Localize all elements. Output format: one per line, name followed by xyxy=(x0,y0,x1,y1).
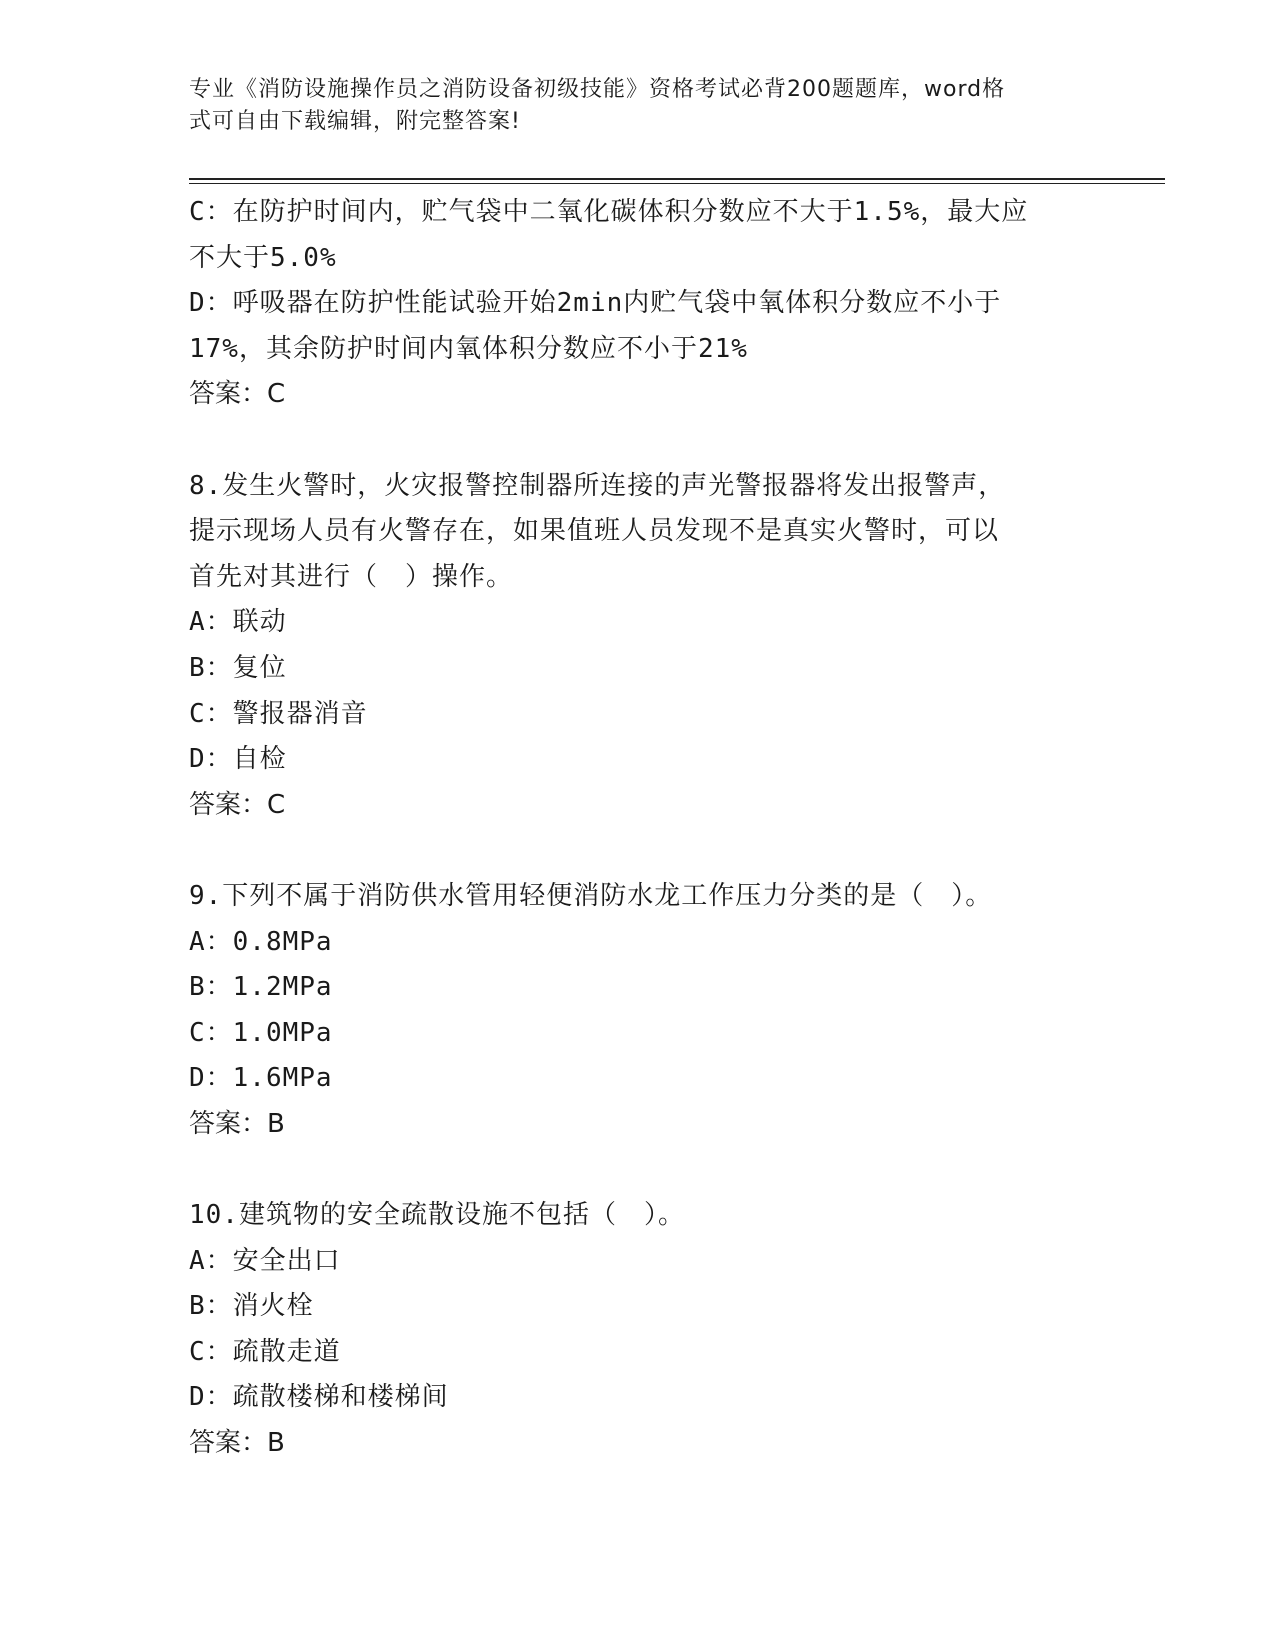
question-8 xyxy=(189,464,1089,829)
option-d: D：1.6MPa xyxy=(189,1063,333,1094)
answer-line: 答案：C xyxy=(189,379,286,410)
option-c: C：疏散走道 xyxy=(189,1336,341,1367)
option-c: C：1.0MPa xyxy=(189,1017,333,1048)
option-a: A：联动 xyxy=(189,607,287,638)
option-b: B：消火栓 xyxy=(189,1291,314,1322)
option-d-line-2: 17%，其余防护时间内氧体积分数应不小于21% xyxy=(189,333,748,364)
answer-line: 答案：C xyxy=(189,789,286,820)
header-divider-thin xyxy=(189,183,1165,184)
option-a: A：0.8MPa xyxy=(189,926,333,957)
question-stem-line-1: 8.发生火警时，火灾报警控制器所连接的声光警报器将发出报警声， xyxy=(189,470,1006,501)
question-content xyxy=(189,190,1089,1467)
spacer xyxy=(189,418,1089,464)
question-7-tail xyxy=(189,190,1089,418)
option-b: B：1.2MPa xyxy=(189,972,333,1003)
question-10 xyxy=(189,1193,1089,1467)
question-stem-line-1: 9.下列不属于消防供水管用轻便消防水龙工作压力分类的是（ ）。 xyxy=(189,880,993,911)
option-c-line-1: C：在防护时间内，贮气袋中二氧化碳体积分数应不大于1.5%，最大应 xyxy=(189,197,1029,227)
answer-line: 答案：B xyxy=(189,1428,285,1459)
question-stem-line-3: 首先对其进行（ ）操作。 xyxy=(189,561,514,592)
header-divider-thick xyxy=(189,178,1165,180)
option-c-line-2: 不大于5.0% xyxy=(189,242,337,273)
question-stem-line-1: 10.建筑物的安全疏散设施不包括（ ）。 xyxy=(189,1200,685,1231)
option-d-line-1: D：呼吸器在防护性能试验开始2min内贮气袋中氧体积分数应不小于 xyxy=(189,288,1002,319)
answer-line: 答案：B xyxy=(189,1108,285,1139)
option-a: A：安全出口 xyxy=(189,1245,341,1276)
question-stem-line-2: 提示现场人员有火警存在，如果值班人员发现不是真实火警时，可以 xyxy=(189,516,1000,547)
option-d: D：自检 xyxy=(189,744,287,775)
option-d: D：疏散楼梯和楼梯间 xyxy=(189,1382,449,1413)
option-b: B：复位 xyxy=(189,652,287,683)
header-line-2: 式可自由下载编辑，附完整答案! xyxy=(189,109,521,134)
header-line-1: 专业《消防设施操作员之消防设备初级技能》资格考试必背200题题库，word格 xyxy=(189,77,1006,102)
question-9 xyxy=(189,874,1089,1148)
spacer xyxy=(189,828,1089,874)
spacer xyxy=(189,1147,1089,1193)
option-c: C：警报器消音 xyxy=(189,698,368,729)
document-header xyxy=(189,74,1089,138)
